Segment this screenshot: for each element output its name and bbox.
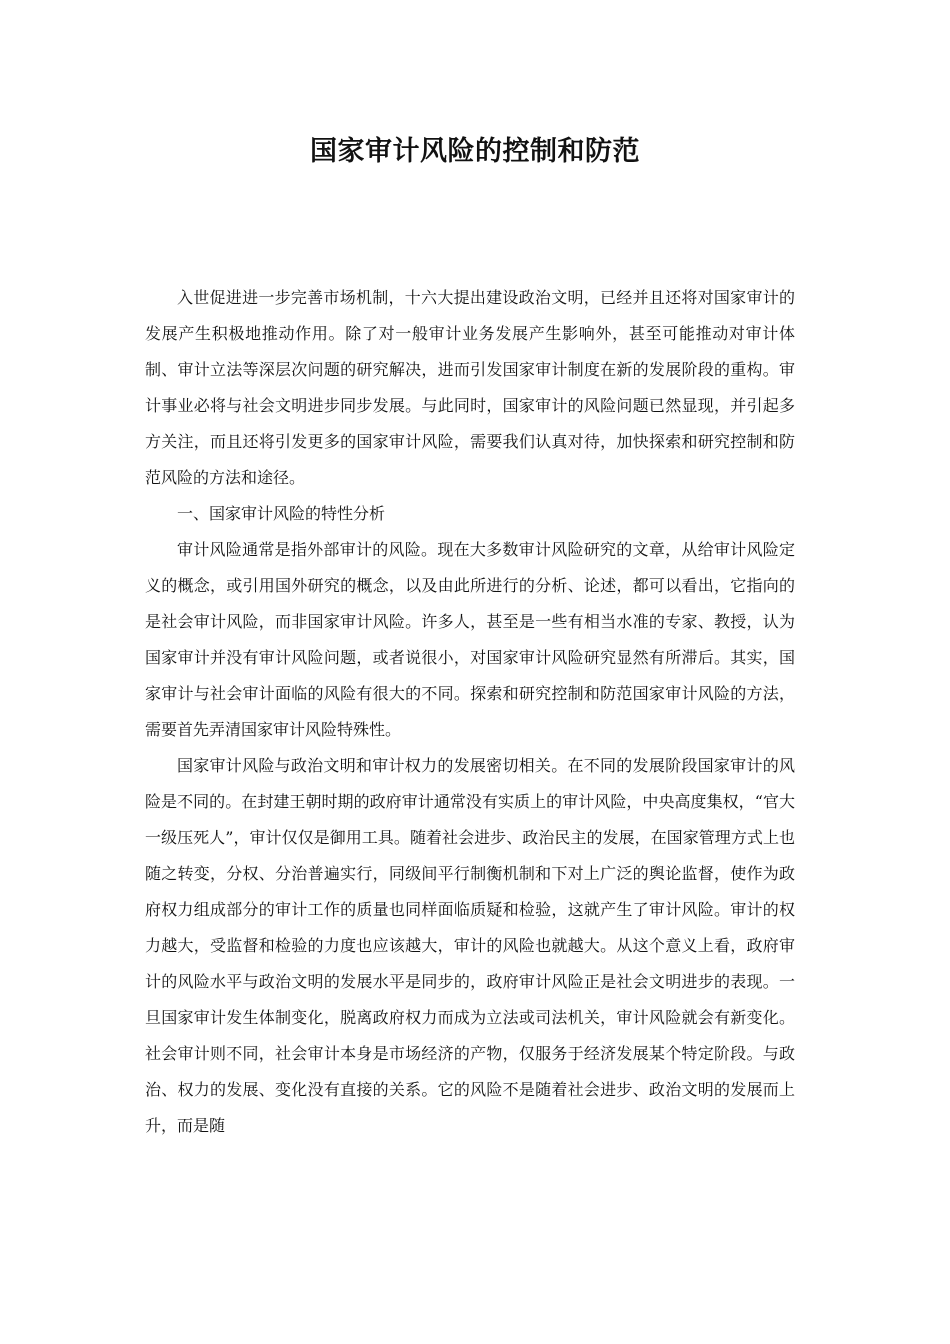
section-heading-1: 一、国家审计风险的特性分析 xyxy=(177,504,386,523)
document-body xyxy=(145,280,795,1144)
paragraph-risk-definition: 审计风险通常是指外部审计的风险。现在大多数审计风险研究的文章，从给审计风险定义的概念，或引用国外研究的概念，以及由此所进行的分析、论述，都可以看出，它指向的是社会审计风险，而非国家审计风险。许多人，甚至是一些有相当水准的专家、教授，认为国家审计并没有审计风险问题，或者说很小，对国家审计风险研究显然有所滞后。其实，国家审计与社会审计面临的风险有很大的不同。探索和研究控制和防范国家审计风险的方法，需要首先弄清国家审计风险特殊性。 xyxy=(145,540,795,739)
paragraph-risk-politics: 国家审计风险与政治文明和审计权力的发展密切相关。在不同的发展阶段国家审计的风险是不同的。在封建王朝时期的政府审计通常没有实质上的审计风险，中央高度集权，“官大一级压死人”，审计仅仅是御用工具。随着社会进步、政治民主的发展，在国家管理方式上也随之转变，分权、分治普遍实行，同级间平行制衡机制和下对上广泛的舆论监督，使作为政府权力组成部分的审计工作的质量也同样面临质疑和检验，这就产生了审计风险。审计的权力越大，受监督和检验的力度也应该越大，审计的风险也就越大。从这个意义上看，政府审计的风险水平与政治文明的发展水平是同步的，政府审计风险正是社会文明进步的表现。一旦国家审计发生体制变化，脱离政府权力而成为立法或司法机关，审计风险就会有新变化。社会审计则不同，社会审计本身是市场经济的产物，仅服务于经济发展某个特定阶段。与政治、权力的发展、变化没有直接的关系。它的风险不是随着社会进步、政治文明的发展而上升，而是随 xyxy=(145,756,795,1135)
paragraph-intro: 入世促进进一步完善市场机制，十六大提出建设政治文明，已经并且还将对国家审计的发展产生积极地推动作用。除了对一般审计业务发展产生影响外，甚至可能推动对审计体制、审计立法等深层次问题的研究解决，进而引发国家审计制度在新的发展阶段的重构。审计事业必将与社会文明进步同步发展。与此同时，国家审计的风险问题已然显现，并引起多方关注，而且还将引发更多的国家审计风险，需要我们认真对待，加快探索和研究控制和防范风险的方法和途径。 xyxy=(145,288,795,487)
document-title: 国家审计风险的控制和防范 xyxy=(310,136,640,167)
